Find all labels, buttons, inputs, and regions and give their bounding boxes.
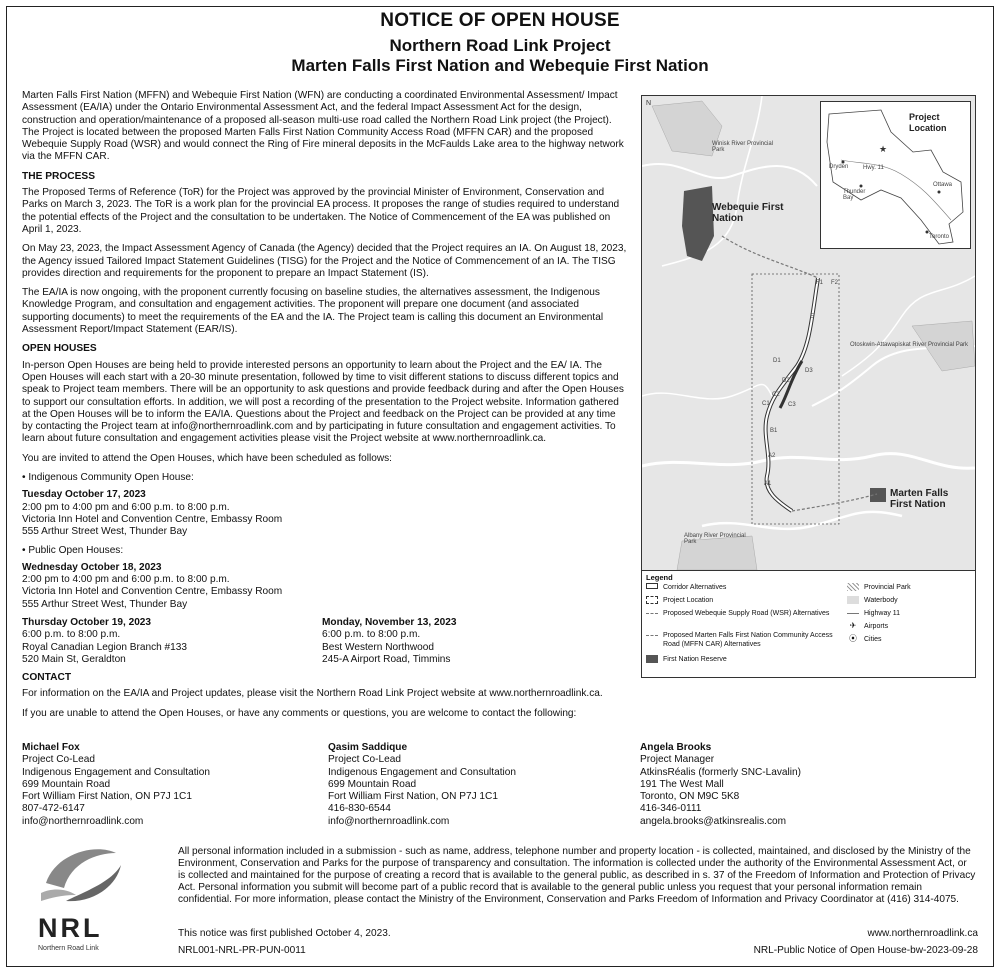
corridor-label: E: [810, 314, 815, 320]
first-nations-line: Marten Falls First Nation and Webequie First Nation: [291, 56, 709, 75]
event-address: 555 Arthur Street West, Thunder Bay: [22, 598, 188, 610]
footer-right: [754, 925, 978, 959]
contact-name: Qasim Saddique: [328, 742, 408, 753]
legend-item: [847, 622, 972, 631]
legend-item: [847, 609, 972, 618]
legend-item: [646, 596, 836, 605]
legend-label: Proposed Marten Falls First Nation Community Access Road (MFFN CAR) Alternatives: [663, 632, 833, 648]
contact-role: Project Co-Lead: [22, 754, 95, 766]
file-name: NRL-Public Notice of Open House-bw-2023-09-28: [753, 945, 978, 956]
legend-label: Cities: [864, 636, 882, 643]
corridor-label: F1: [816, 280, 824, 286]
legend-label: First Nation Reserve: [663, 656, 727, 663]
contact-email: info@northernroadlink.com: [328, 815, 450, 827]
privacy-statement: All personal information included in a submission - such as name, address, telephone number and property location - is collected, maintained, and disclosed by the Ministry of the Environment, Conservation and Parks for the purpose of transparency and consultation. The information is collected under the authority of the Environmental Assessment Act, or is collected and maintained for the purpose of creating a record that is available to the general public, as described in s. 37 of the Freedom of Information and Protection of Privacy Act. Personal information you submit will become part of a public record that is available to the general public unless you request that your personal information remain confidential. For more information, please contact the Ministry of the Environment, Conservation and Parks Freedom of Information and Privacy Coordinator at (416) 314-4075.: [178, 846, 976, 905]
event-block: [322, 617, 622, 666]
contact-department: Indigenous Engagement and Consultation: [22, 766, 210, 778]
event-address: 245-A Airport Road, Timmins: [322, 653, 451, 665]
corridor-label: C2: [772, 392, 780, 398]
nrl-logo: [28, 843, 148, 958]
contact-city: Fort William First Nation, ON P7J 1C1: [328, 791, 498, 803]
contact-company: AtkinsRéalis (formerly SNC-Lavalin): [640, 766, 801, 778]
event-block: [22, 617, 322, 666]
legend-item: [646, 655, 836, 664]
main-text-column: [22, 90, 628, 727]
legend-item: [646, 583, 836, 592]
project-map: [641, 95, 976, 678]
otoskwin-park-label: Otoskwin-Attawapiskat River Provincial Park: [850, 342, 969, 348]
public-open-houses-label: • Public Open Houses:: [22, 544, 124, 556]
corridor-swatch: [646, 583, 658, 589]
indigenous-open-house-label: • Indigenous Community Open House:: [22, 472, 194, 484]
svg-text:★: ★: [879, 144, 888, 154]
notice-title: NOTICE OF OPEN HOUSE: [380, 10, 620, 31]
north-arrow-label: N: [646, 100, 652, 107]
document-code: NRL001-NRL-PR-PUN-0011: [178, 945, 306, 956]
event-time: 6:00 p.m. to 8:00 p.m.: [322, 629, 421, 641]
process-paragraph-3: The EA/IA is now ongoing, with the proponent currently focusing on baseline studies, the alternatives assessment, the Indigenous Knowledge Program, and consultation and engagement activities. The proponent will prepare one document (and associated supporting documents) to meet the requirements of the EA and the IA. The Project team is calling this document an Environmental Assessment Report/Impact Statement (EAR/IS).: [22, 287, 604, 336]
corridor-label: D2: [782, 378, 790, 384]
open-houses-paragraph: In-person Open Houses are being held to provide interested persons an opportunity to learn about the Project and the EA/ IA. The Open Houses will each start with a 20-30 minute presentation, followed by time to visit different stations to discuss different topics and speak to Project team members. There will be an opportunity to ask questions and provide feedback during and after the Open Houses to support our consultation efforts. In addition, we will post a recording of the presentation to the Project website. Information gathered at the Open Houses will be to inform the EA/IA. Questions about the Project and feedback on the Project can be provided at any time by contacting the Project team at info@northernroadlink.com and by participating in future consultation and engagement activities. To learn about future consultation and engagement activities please visit the Project website at www.northernroadlink.ca.: [22, 359, 624, 445]
contact-role: Project Manager: [640, 754, 715, 766]
contact-card: [22, 742, 328, 828]
corridor-label: A2: [768, 453, 776, 459]
corridor-label: B1: [770, 428, 778, 434]
legend-label: Waterbody: [864, 597, 898, 604]
project-location-swatch: [646, 596, 658, 604]
waterbody-swatch: [847, 596, 859, 604]
process-heading: THE PROCESS: [22, 170, 96, 182]
event-address: 520 Main St, Geraldton: [22, 653, 126, 665]
event-date: Thursday October 19, 2023: [22, 616, 152, 628]
inset-city-label: Thunder Bay: [843, 189, 866, 201]
reserve-swatch: [646, 655, 658, 663]
contact-city: Fort William First Nation, ON P7J 1C1: [22, 791, 192, 803]
corridor-label: C1: [762, 401, 770, 407]
legend-title: Legend: [646, 573, 673, 582]
contact-street: 699 Mountain Road: [328, 778, 417, 790]
highway-swatch: [847, 613, 859, 614]
legend-label: Corridor Alternatives: [663, 584, 727, 591]
webequie-label: Webequie First Nation: [712, 202, 784, 224]
logo-subtitle: Northern Road Link: [38, 945, 99, 952]
contact-email: info@northernroadlink.com: [22, 815, 144, 827]
process-paragraph-1: The Proposed Terms of Reference (ToR) for the Project was approved by the provincial Minister of Environment, Conservation and Parks on March 3, 2023. The ToR is a work plan for the provincial EA process. It proposes the range of studies required to understand the potential effects of the Project and the consultation to be undertaken. The Notice of Commencement of the EA was published on April 1, 2023.: [22, 187, 620, 235]
event-block: [22, 562, 628, 611]
contact-paragraph-2: If you are unable to attend the Open Houses, or have any comments or questions, you are welcome to contact the following:: [22, 707, 577, 719]
open-houses-heading: OPEN HOUSES: [22, 343, 97, 355]
winisk-park-label: Winisk River Provincial Park: [712, 141, 774, 153]
contact-card: [328, 742, 640, 828]
event-venue: Royal Canadian Legion Branch #133: [22, 641, 187, 653]
corridor-label: C3: [788, 402, 796, 408]
contact-phone: 416-346-0111: [640, 803, 702, 815]
legend-label: Highway 11: [864, 610, 901, 617]
invite-line: You are invited to attend the Open Houses, which have been scheduled as follows:: [22, 452, 392, 464]
contact-list: [22, 742, 982, 828]
event-row: [22, 617, 628, 666]
event-venue: Victoria Inn Hotel and Convention Centre, Embassy Room: [22, 513, 283, 525]
legend-label: Provincial Park: [864, 584, 911, 591]
contact-street: 699 Mountain Road: [22, 778, 111, 790]
inset-city-label: Toronto: [929, 234, 950, 240]
inset-map: [820, 101, 971, 249]
event-address: 555 Arthur Street West, Thunder Bay: [22, 526, 188, 538]
mffn-car-swatch: [646, 635, 658, 636]
published-date: This notice was first published October 4, 2023.: [178, 928, 391, 939]
contact-phone: 807-472-6147: [22, 803, 85, 815]
park-swatch: [847, 583, 859, 591]
corridor-label: D1: [773, 358, 781, 364]
legend-item: [847, 635, 972, 644]
inset-city-label: Ottawa: [933, 182, 953, 188]
event-time: 6:00 p.m. to 8:00 p.m.: [22, 629, 121, 641]
inset-city-label: Dryden: [829, 164, 849, 170]
event-date: Monday, November 13, 2023: [322, 616, 457, 628]
logo-wordmark: NRL: [38, 913, 103, 943]
contact-phone: 416-830-6544: [328, 803, 391, 815]
contact-heading: CONTACT: [22, 672, 72, 684]
contact-street: 191 The West Mall: [640, 778, 724, 790]
legend-item: [646, 609, 836, 618]
map-legend: [642, 570, 975, 677]
airplane-icon: ✈: [849, 621, 857, 630]
process-paragraph-2: On May 23, 2023, the Impact Assessment Agency of Canada (the Agency) decided that the Project requires an IA. On August 18, 2023, the Agency issued Tailored Impact Statement Guidelines (TISG) for the Project and the Notice of Commencement of an IA. The TISG provides direction and requirements for the proponent to prepare an Impact Statement (IS).: [22, 243, 627, 279]
legend-item: [646, 631, 836, 649]
contact-paragraph-1: For information on the EA/IA and Project updates, please visit the Northern Road Link Project website at www.northernroadlink.ca.: [22, 688, 603, 700]
contact-name: Michael Fox: [22, 742, 80, 753]
legend-label: Airports: [864, 623, 889, 630]
contact-name: Angela Brooks: [640, 742, 712, 753]
legend-label: Proposed Webequie Supply Road (WSR) Alternatives: [663, 610, 830, 617]
city-dot-icon: ⦿: [849, 634, 857, 643]
corridor-label: D3: [805, 368, 813, 374]
road-swirl-icon: [36, 843, 126, 907]
contact-role: Project Co-Lead: [328, 754, 401, 766]
corridor-label: A1: [764, 481, 772, 487]
albany-park-label: Albany River Provincial Park: [684, 533, 746, 545]
event-time: 2:00 pm to 4:00 pm and 6:00 p.m. to 8:00 p.m.: [22, 501, 230, 513]
legend-item: [847, 583, 972, 592]
event-venue: Victoria Inn Hotel and Convention Centre, Embassy Room: [22, 586, 283, 598]
event-time: 2:00 pm to 4:00 pm and 6:00 p.m. to 8:00 p.m.: [22, 574, 230, 586]
corridor-label: F2: [831, 280, 839, 286]
contact-city: Toronto, ON M9C 5K8: [640, 791, 740, 803]
contact-card: [640, 742, 946, 828]
intro-paragraph: Marten Falls First Nation (MFFN) and Webequie First Nation (WFN) are conducting a coordinated Environmental Assessment/ Impact Assessment (EA/IA) under the Ontario Environmental Assessment Act, and the federal Impact Assessment Act for the design, construction and operation/maintenance of a proposed all-season multi-use road called the Northern Road Link project (the Project). The Project is located between the proposed Marten Falls First Nation Community Access Road (MFFN CAR) and the proposed Webequie Supply Road (WSR) and would connect the Ring of Fire mineral deposits in the McFaulds Lake area to the highway network via the MFFN CAR.: [22, 90, 624, 163]
contact-department: Indigenous Engagement and Consultation: [328, 766, 516, 778]
event-date: Tuesday October 17, 2023: [22, 489, 146, 501]
legend-item: [847, 596, 972, 605]
contact-email: angela.brooks@atkinsrealis.com: [640, 815, 787, 827]
wsr-swatch: [646, 613, 658, 614]
event-date: Wednesday October 18, 2023: [22, 561, 162, 573]
inset-highway-label: Hwy. 11: [863, 165, 884, 171]
marten-falls-label: Marten Falls First Nation: [890, 488, 949, 510]
website-link[interactable]: www.northernroadlink.ca: [867, 928, 978, 939]
event-block: [22, 489, 628, 538]
notice-header: [0, 10, 1000, 76]
project-name: Northern Road Link Project: [389, 36, 611, 55]
project-location-label: Project Location: [909, 112, 947, 133]
event-venue: Best Western Northwood: [322, 641, 435, 653]
publication-info: [178, 925, 391, 959]
legend-label: Project Location: [663, 597, 714, 604]
